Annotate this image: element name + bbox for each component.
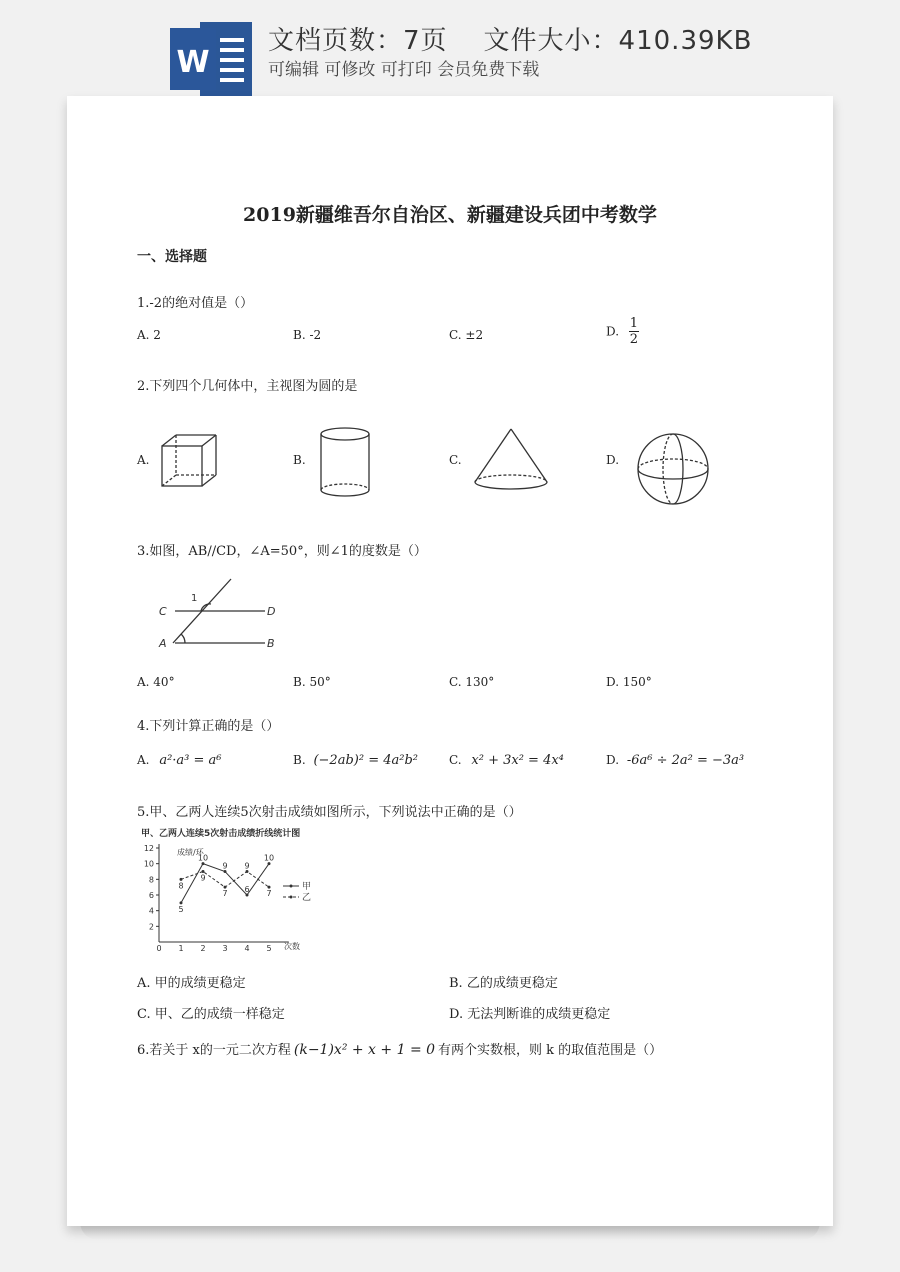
question-2-option-c: C. <box>449 453 462 467</box>
question-2-option-a: A. <box>137 453 150 467</box>
sphere-figure <box>635 431 711 507</box>
question-1-stem: 1.-2的绝对值是（） <box>137 296 254 311</box>
word-document-icon <box>170 22 252 96</box>
question-2-stem: 2.下列四个几何体中，主视图为圆的是 <box>137 379 358 394</box>
file-size: 文件大小：410.39KB <box>483 26 753 56</box>
question-2-option-b: B. <box>293 453 306 467</box>
parallel-lines-figure <box>155 574 285 654</box>
section-heading: 一、选择题 <box>137 249 207 265</box>
cube-figure <box>159 432 219 490</box>
feature-list: 可编辑 可修改 可打印 会员免费下载 <box>268 60 540 80</box>
svg-text:1: 1 <box>191 593 198 604</box>
x-tick-label: 1 <box>178 944 184 953</box>
data-label: 9 <box>222 861 228 871</box>
question-1-option-d: D. $\frac{1}{2}$ <box>606 316 638 347</box>
fraction: $\frac{1}{2}$ <box>629 316 638 347</box>
document-meta <box>268 20 752 57</box>
data-label: 10 <box>197 853 209 863</box>
question-5-option-b: B. 乙的成绩更稳定 <box>449 976 558 991</box>
question-5-option-d: D. 无法判断谁的成绩更稳定 <box>449 1007 611 1022</box>
question-3-option-d: D. 150° <box>606 675 652 689</box>
question-3-option-b: B. 50° <box>293 675 331 689</box>
data-label: 9 <box>200 873 206 883</box>
x-tick-label: 3 <box>222 944 228 953</box>
svg-text:C: C <box>159 605 167 618</box>
data-label: 8 <box>178 881 184 891</box>
document-info-banner <box>0 0 900 96</box>
legend-marker <box>290 896 293 899</box>
x-tick-label: 2 <box>200 944 206 953</box>
legend-label: 甲 <box>302 882 312 892</box>
svg-text:B: B <box>267 637 275 650</box>
y-tick-label: 12 <box>143 844 154 853</box>
question-5-option-a: A. 甲的成绩更稳定 <box>137 976 246 991</box>
y-tick-label: 8 <box>148 875 154 885</box>
question-5-option-c: C. 甲、乙的成绩一样稳定 <box>137 1007 285 1022</box>
question-2-option-d: D. <box>606 453 620 467</box>
question-3-option-c: C. 130° <box>449 675 495 689</box>
data-label: 10 <box>263 853 275 863</box>
question-4-option-a: A. a²·a³ = a⁶ <box>137 753 222 768</box>
legend-marker <box>290 885 293 888</box>
y-tick-label: 10 <box>143 859 154 869</box>
document-page <box>67 96 833 1226</box>
shooting-scores-line-chart <box>137 824 337 960</box>
x-tick-label: 0 <box>156 944 162 953</box>
data-label: 7 <box>222 889 228 899</box>
question-1-option-b: B. -2 <box>293 328 322 342</box>
svg-text:A: A <box>159 637 167 650</box>
y-axis-label: 成绩/环 <box>177 848 204 857</box>
question-4-option-c: C. x² + 3x² = 4x⁴ <box>449 753 564 768</box>
data-label: 7 <box>266 889 272 899</box>
x-axis-label: 次数 <box>284 942 300 951</box>
svg-text:D: D <box>267 605 276 618</box>
question-6-stem: 6.若关于 x的一元二次方程 (k−1)x² + x + 1 = 0 有两个实数根，则 k 的取值范围是（） <box>137 1042 663 1058</box>
question-1-option-a: A. 2 <box>137 328 161 342</box>
data-label: 6 <box>244 885 250 894</box>
question-3-option-a: A. 40° <box>137 675 175 689</box>
data-label: 5 <box>178 904 184 914</box>
y-tick-label: 2 <box>148 922 154 932</box>
question-3-stem: 3.如图，AB//CD，∠A=50°，则∠1的度数是（） <box>137 544 427 559</box>
document-title: 2019新疆维吾尔自治区、新疆建设兵团中考数学 <box>243 204 657 226</box>
x-tick-label: 4 <box>244 944 250 953</box>
chart-title: 甲、乙两人连续5次射击成绩折线统计图 <box>141 829 301 839</box>
question-4-stem: 4.下列计算正确的是（） <box>137 719 280 734</box>
x-tick-label: 5 <box>266 944 272 953</box>
question-4-option-b: B. (−2ab)² = 4a²b² <box>293 753 418 768</box>
question-5-stem: 5.甲、乙两人连续5次射击成绩如图所示，下列说法中正确的是（） <box>137 805 522 820</box>
data-label: 9 <box>244 861 250 871</box>
cylinder-figure <box>318 426 372 500</box>
page-count: 文档页数：7页 <box>268 26 448 56</box>
question-1-option-c: C. ±2 <box>449 328 484 342</box>
cone-figure <box>473 426 549 494</box>
chart-legend <box>283 881 311 903</box>
question-4-option-d: D. -6a⁶ ÷ 2a² = −3a³ <box>606 753 745 768</box>
chart-marks <box>178 854 274 914</box>
legend-label: 乙 <box>302 893 312 903</box>
y-tick-label: 4 <box>148 906 154 916</box>
svg-text:W: W <box>176 45 210 80</box>
y-tick-label: 6 <box>148 891 154 900</box>
